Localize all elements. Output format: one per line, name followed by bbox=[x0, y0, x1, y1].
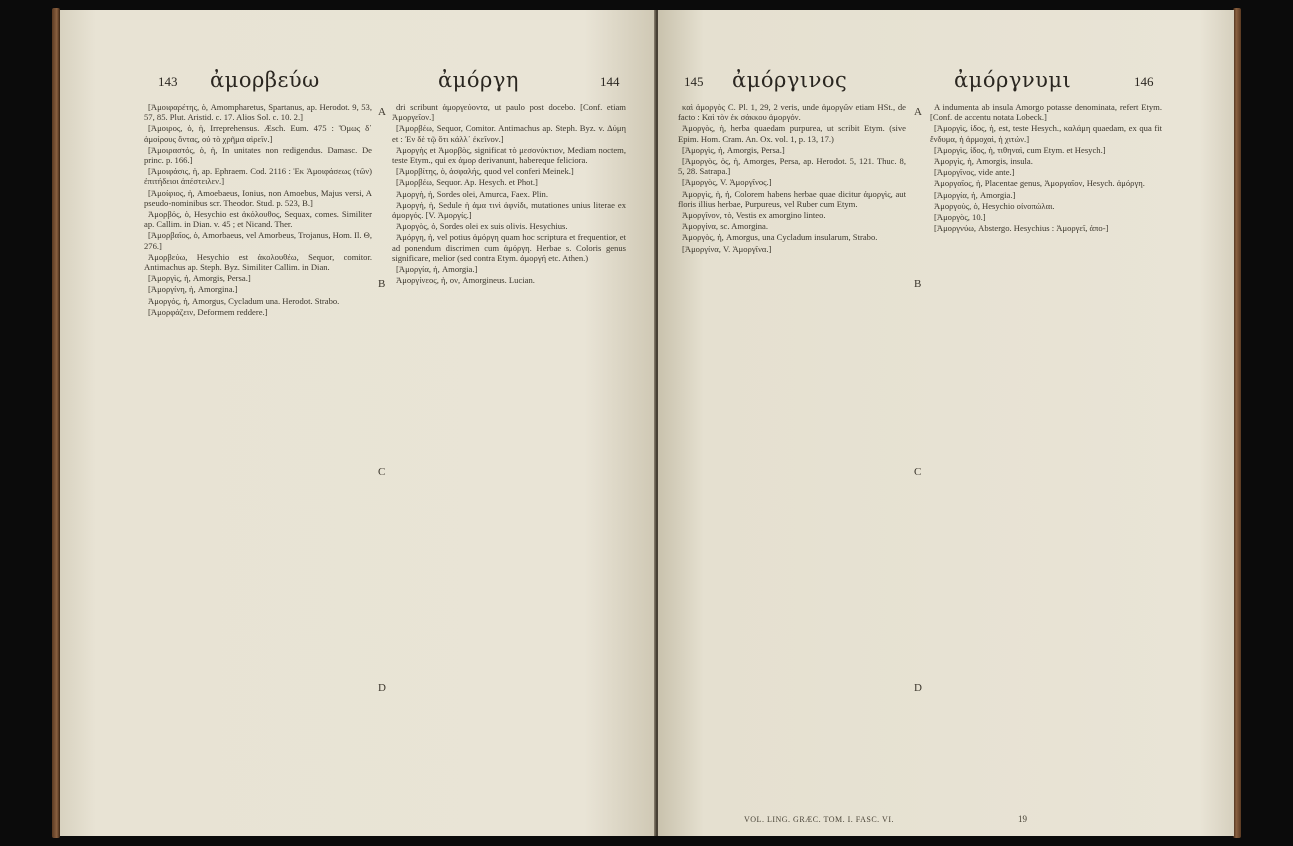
running-headword: ἀμόργνυμι bbox=[954, 68, 1072, 92]
page-number: 145 bbox=[684, 74, 704, 89]
dictionary-entry: [Ἀμοργνύω, Abstergo. Hesychius : Ἀμοργεῖ, ἀπο-] bbox=[934, 223, 1109, 234]
book-binding-left bbox=[52, 8, 60, 838]
dictionary-entry: [Ἀμοίφιος, ἡ, Amoebaeus, Ionius, non Amoebus, Majus versi, A pseudo-nominibus scr. Theodor. Stud. p. 523, B.] bbox=[144, 187, 372, 208]
page-number: 146 bbox=[1134, 74, 1154, 89]
dictionary-entry: [Ἀμοιραστός, ὁ, ἡ, In unitates non redigendus. Damasc. De princ. p. 166.] bbox=[144, 144, 372, 166]
section-mark: C bbox=[378, 466, 386, 478]
text-column-right bbox=[392, 102, 626, 814]
dictionary-entry: Ἀμοργὸς, ἡ, herba quaedam purpurea, ut scribit Etym. (sive Epim. Hom. Cram. An. Ox. vol. 1, p. 13, 17.) bbox=[678, 123, 906, 144]
section-mark: B bbox=[378, 278, 386, 290]
dictionary-entry: Ἀμορβός, ὁ, Hesychio est ἀκόλουθος, Sequax, comes. Similiter ap. Callim. in Dian. v. 45 ; et Nicand. Ther. bbox=[144, 209, 372, 230]
dictionary-entry: [Ἀμοργία, ἡ, Amorgia.] bbox=[396, 264, 478, 275]
section-mark: D bbox=[378, 682, 386, 694]
left-page-header bbox=[60, 68, 656, 98]
footer-signature-number: 19 bbox=[1018, 814, 1027, 824]
section-mark: C bbox=[914, 466, 922, 478]
running-headword: ἀμορβεύω bbox=[210, 68, 320, 92]
text-column-left bbox=[144, 102, 372, 814]
section-mark: A bbox=[914, 106, 922, 118]
dictionary-entry: Ἀμοργαῖος, ἡ, Placentae genus, Ἀμοργαῖον, Hesych. ἀμόργη. bbox=[934, 178, 1145, 189]
dictionary-entry: Ἀμοργίνεος, ἡ, ον, Amorgineus. Lucian. bbox=[396, 275, 535, 286]
dictionary-entry: [Ἀμοργὶς, ἰδος, ἡ, τιθηναὶ, cum Etym. et Hesych.] bbox=[934, 144, 1106, 155]
dictionary-entry: [Ἀμοργίνα, V. Ἀμοργῖνα.] bbox=[682, 243, 772, 254]
left-page bbox=[60, 10, 656, 836]
dictionary-entry: Ἀμορβεύω, Hesychio est ἀκολουθέω, Sequor, comitor. Antimachus ap. Steph. Byz. Similiter Callim. in Dian. bbox=[144, 251, 372, 273]
dictionary-entry: καὶ ἀμοργὸς C. Pl. 1, 29, 2 veris, unde ἀμοργῶν etiam HSt., de facto : Καὶ τὸν ἐκ σάκκου ἀμοργόν. bbox=[678, 102, 906, 123]
dictionary-entry: [Ἀμοργίνη, ἡ, Amorgina.] bbox=[148, 284, 238, 295]
dictionary-entry: Ἀμοργῖνον, τὸ, Vestis ex amorgino linteo. bbox=[682, 210, 826, 221]
book-binding-right bbox=[1233, 8, 1241, 838]
dictionary-entry: [Ἀμοργὸς, V. Ἀμοργῖνος.] bbox=[682, 177, 772, 188]
right-page bbox=[658, 10, 1234, 836]
dictionary-entry: Ἀμοργὴ, ἡ, Sordes olei, Amurca, Faex. Plin. bbox=[396, 188, 549, 199]
section-mark: A bbox=[378, 106, 386, 118]
text-column-right bbox=[930, 102, 1162, 814]
footer-signature-line: VOL. LING. GRÆC. TOM. I. FASC. VI. bbox=[744, 815, 894, 824]
dictionary-entry: A indumenta ab insula Amorgo potasse denominata, refert Etym. [Conf. de accentu notata Lobeck.] bbox=[930, 102, 1162, 123]
dictionary-entry: [Ἀμοργὶς, ἡ, Amorgis, Persa.] bbox=[682, 144, 785, 155]
dictionary-entry: [Ἀμοιφάσις, ἡ, ap. Ephraem. Cod. 2116 : Ἐκ Ἀμοιφάσεως (τῶν) ἐπιτήδειοι ἀπέστειλεν.] bbox=[144, 166, 372, 187]
dictionary-entry: Ἀμοργὶς, ἡ, ἡ, Colorem habens herbae quae dicitur ἀμοργὶς, aut floris illius herbae, Purpureus, vel Ruber cum Etym. bbox=[678, 188, 906, 209]
dictionary-entry: Ἀμοργὸς, ὁ, Sordes olei ex suis olivis. Hesychius. bbox=[396, 221, 568, 232]
dictionary-entry: [Ἀμοργία, ἡ, Amorgia.] bbox=[934, 189, 1016, 200]
dictionary-entry: Ἀμοργὴς et Ἀμορβὸς, significat τὸ μεσονύκτιον, Mediam noctem, teste Etym., qui ex ἀμορ derivanunt, habereque feliciora. bbox=[392, 144, 626, 166]
dictionary-entry: [Ἀμοργὶς, ἰδος, ἡ, est, teste Hesych., καλάμη quaedam, ex qua fit ἔνδυμα, ἡ ἀρμοχαὶ, ἡ χιτών.] bbox=[930, 123, 1162, 144]
text-column-left bbox=[678, 102, 906, 814]
dictionary-entry: [Ἀμορφάζειν, Deformem reddere.] bbox=[148, 306, 268, 317]
dictionary-entry: Ἀμοργὶς, ἡ, Amorgis, insula. bbox=[934, 156, 1033, 167]
section-mark: B bbox=[914, 278, 922, 290]
dictionary-entry: [Ἀμορβαῖος, ὁ, Amorbaeus, vel Amorbeus, Trojanus, Hom. Il. Θ, 276.] bbox=[144, 230, 372, 251]
dictionary-entry: Ἀμοργή, ἡ, Sedule ἡ ἀμα τινὶ ἀφνίδι, mutationes unius literae ex ἀμοργός. [V. Ἀμοργίς.] bbox=[392, 199, 626, 221]
right-page-header bbox=[658, 68, 1234, 98]
dictionary-entry: [Ἀμορβίτης, ὁ, ἀσφαλής, quod vel conferi Meinek.] bbox=[396, 166, 574, 177]
dictionary-entry: Ἀμοργοὺς, ὁ, Hesychio οἰνοπώλαι. bbox=[934, 200, 1055, 211]
dictionary-entry: dri scribunt ἀμοργεύοντα, ut paulo post docebo. [Conf. etiam Ἀμοργεῖον.] bbox=[392, 102, 626, 123]
running-headword: ἀμόργη bbox=[438, 68, 519, 92]
dictionary-entry: [Ἀμοιρος, ὁ, ἡ, Irreprehensus. Æsch. Eum. 475 : Ὅμως δ᾽ ἀμοίρους ὄντας, οὐ τὸ χρῆμα αἱρεῖν.] bbox=[144, 123, 372, 144]
dictionary-entry: [Ἀμοργῖνος, vide ante.] bbox=[934, 167, 1015, 178]
running-headword: ἀμόργινος bbox=[732, 68, 848, 92]
page-number: 144 bbox=[600, 74, 620, 89]
dictionary-entry: Ἀμοργίνα, sc. Amorgina. bbox=[682, 221, 769, 232]
dictionary-entry: [Ἀμοιφαρέτης, ὁ, Amompharetus, Spartanus, ap. Herodot. 9, 53, 57, 85. Plut. Aristid. c. 17. Alios Sol. c. 10. 2.] bbox=[144, 102, 372, 123]
dictionary-entry: Ἀμοργός, ἡ, Amorgus, Cycladum una. Herodot. Strabo. bbox=[148, 295, 340, 306]
section-mark: D bbox=[914, 682, 922, 694]
dictionary-entry: [Ἀμορβέω, Sequor, Comitor. Antimachus ap. Steph. Byz. v. Δύμη et : Ἐν δὲ τῷ ὅτι κάλλ᾽ ἐκεῖνον.] bbox=[392, 123, 626, 144]
dictionary-entry: [Ἀμοργὸς, 10.] bbox=[934, 212, 986, 223]
page-number: 143 bbox=[158, 74, 178, 89]
dictionary-entry: [Ἀμοργὸς, ὁς, ἡ, Amorges, Persa, ap. Herodot. 5, 121. Thuc. 8, 5, 28. Satrapa.] bbox=[678, 156, 906, 177]
dictionary-entry: Ἀμοργὸς, ἡ, Amorgus, una Cycladum insularum, Strabo. bbox=[682, 232, 878, 243]
dictionary-entry: Ἀμόργη, ἡ, vel potius ἀμόργη quam hoc scriptura et frequentior, et ad ponendum discrimen cum ἀμόργη. Herbae s. Coloris genus significare, melior (sed contra Etym. ἀμοργή etc. Athen.) bbox=[392, 232, 626, 263]
dictionary-entry: [Ἀμορβέω, Sequor. Ap. Hesych. et Phot.] bbox=[396, 177, 538, 188]
dictionary-entry: [Ἀμοργὶς, ἡ, Amorgis, Persa.] bbox=[148, 273, 251, 284]
